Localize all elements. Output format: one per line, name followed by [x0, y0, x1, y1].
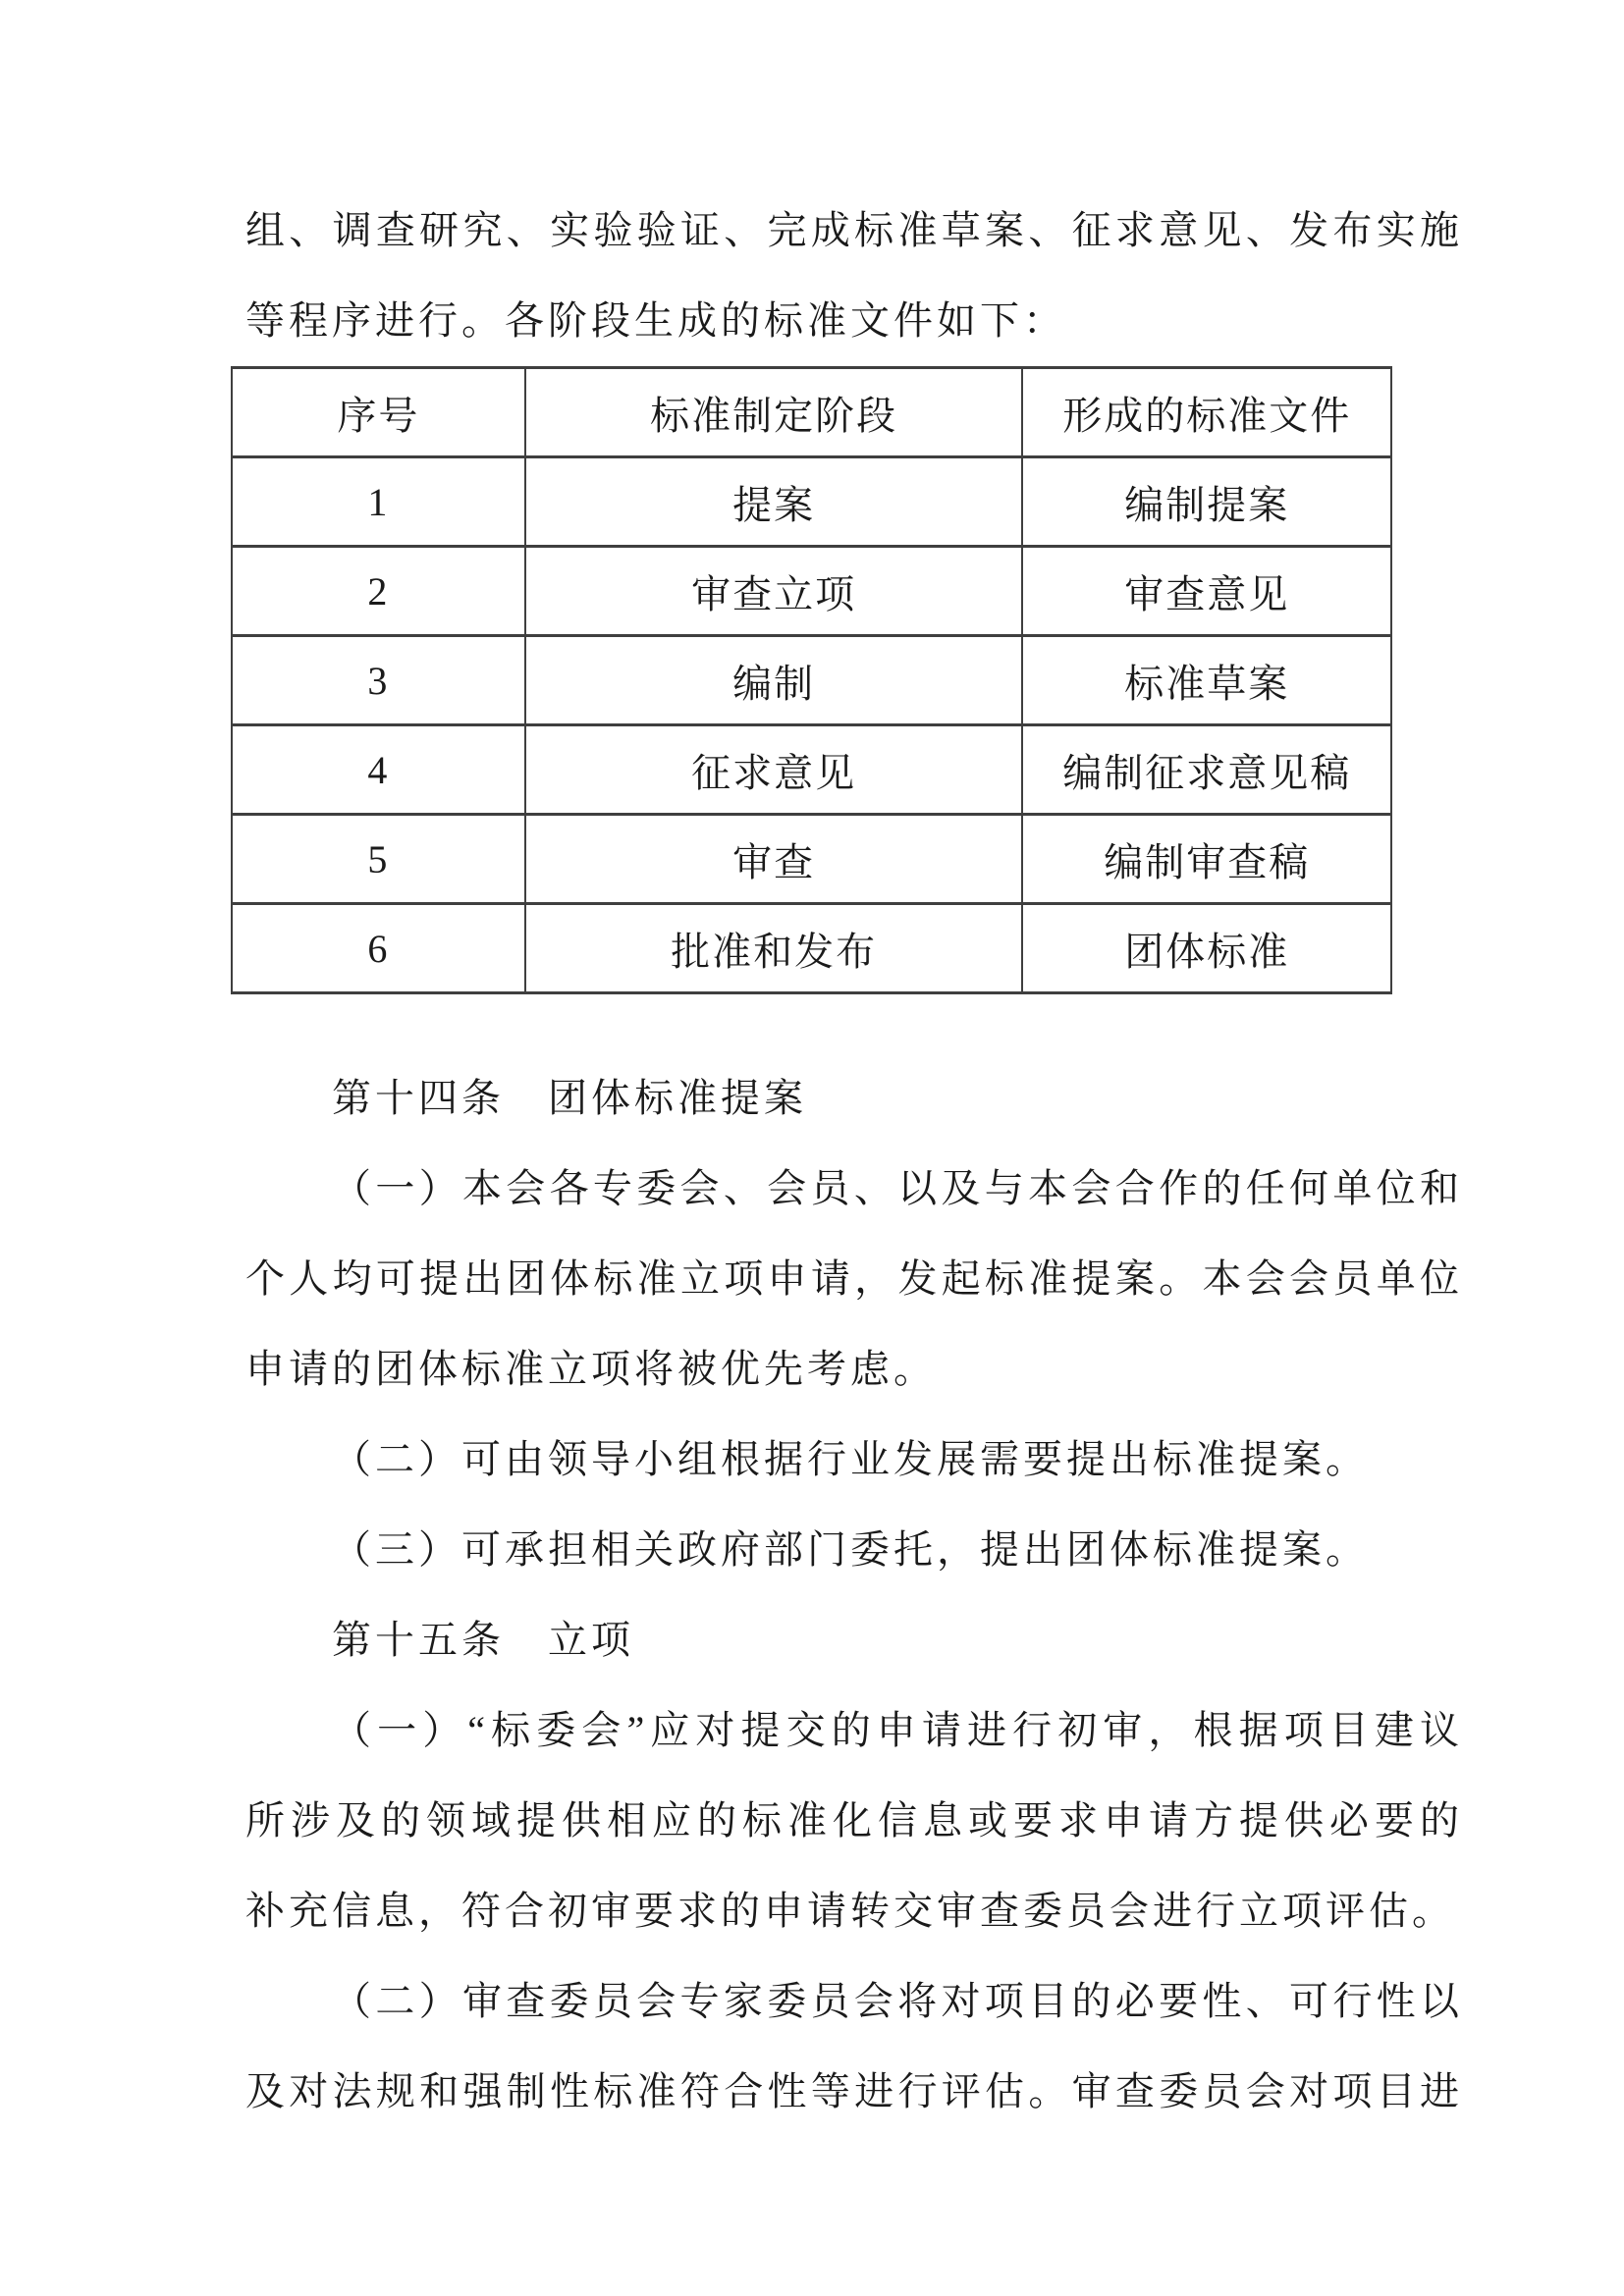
article-15-clause-2-line-2: 及对法规和强制性标准符合性等进行评估。审查委员会对项目进 [245, 2069, 1463, 2113]
table-row [232, 636, 1391, 725]
table-cell-document: 标准草案 [1022, 636, 1391, 725]
table-cell-stage: 提案 [525, 457, 1023, 547]
table-header-cell-stage: 标准制定阶段 [525, 368, 1023, 457]
table-cell-document: 编制审查稿 [1022, 815, 1391, 904]
article-15-title: 第十五条 立项 [332, 1618, 634, 1662]
table-cell-document: 团体标准 [1022, 904, 1391, 993]
article-14-clause-1-line-2: 个人均可提出团体标准立项申请，发起标准提案。本会会员单位 [245, 1256, 1463, 1301]
table-cell-stage: 审查 [525, 815, 1023, 904]
article-14-clause-3: （三）可承担相关政府部门委托，提出团体标准提案。 [332, 1527, 1369, 1572]
table-cell-no: 2 [232, 547, 525, 636]
table-header-row [232, 368, 1391, 457]
article-15-clause-1-line-3: 补充信息，符合初审要求的申请转交审查委员会进行立项评估。 [245, 1889, 1455, 1933]
table-header-cell-document: 形成的标准文件 [1022, 368, 1391, 457]
table-cell-no: 4 [232, 725, 525, 815]
intro-paragraph [245, 186, 1463, 366]
table-cell-stage: 审查立项 [525, 547, 1023, 636]
articles-block [245, 1053, 1463, 2137]
table-header-cell-no: 序号 [232, 368, 525, 457]
article-14-title: 第十四条 团体标准提案 [332, 1076, 807, 1120]
article-14-clause-1-line-3: 申请的团体标准立项将被优先考虑。 [245, 1347, 937, 1391]
table-cell-stage: 征求意见 [525, 725, 1023, 815]
table-cell-stage: 批准和发布 [525, 904, 1023, 993]
table-cell-document: 编制提案 [1022, 457, 1391, 547]
article-15-clause-1-line-1: （一）“标委会”应对提交的申请进行初审，根据项目建议 [332, 1708, 1463, 1752]
table-cell-document: 编制征求意见稿 [1022, 725, 1391, 815]
article-15-clause-1-line-2: 所涉及的领域提供相应的标准化信息或要求申请方提供必要的 [245, 1798, 1463, 1842]
table-cell-no: 6 [232, 904, 525, 993]
table-row [232, 547, 1391, 636]
table-row [232, 815, 1391, 904]
standards-stage-table [231, 366, 1392, 994]
table-row [232, 457, 1391, 547]
article-14-clause-2: （二）可由领导小组根据行业发展需要提出标准提案。 [332, 1437, 1369, 1481]
table-cell-no: 5 [232, 815, 525, 904]
intro-line-1: 组、调查研究、实验验证、完成标准草案、征求意见、发布实施 [245, 208, 1463, 252]
table-row [232, 725, 1391, 815]
table-cell-no: 1 [232, 457, 525, 547]
table-cell-stage: 编制 [525, 636, 1023, 725]
intro-line-2: 等程序进行。各阶段生成的标准文件如下： [245, 298, 1066, 343]
table-cell-no: 3 [232, 636, 525, 725]
article-14-clause-1-line-1: （一）本会各专委会、会员、以及与本会合作的任何单位和 [332, 1166, 1463, 1210]
article-15-clause-2-line-1: （二）审查委员会专家委员会将对项目的必要性、可行性以 [332, 1979, 1463, 2023]
table-cell-document: 审查意见 [1022, 547, 1391, 636]
table-row [232, 904, 1391, 993]
